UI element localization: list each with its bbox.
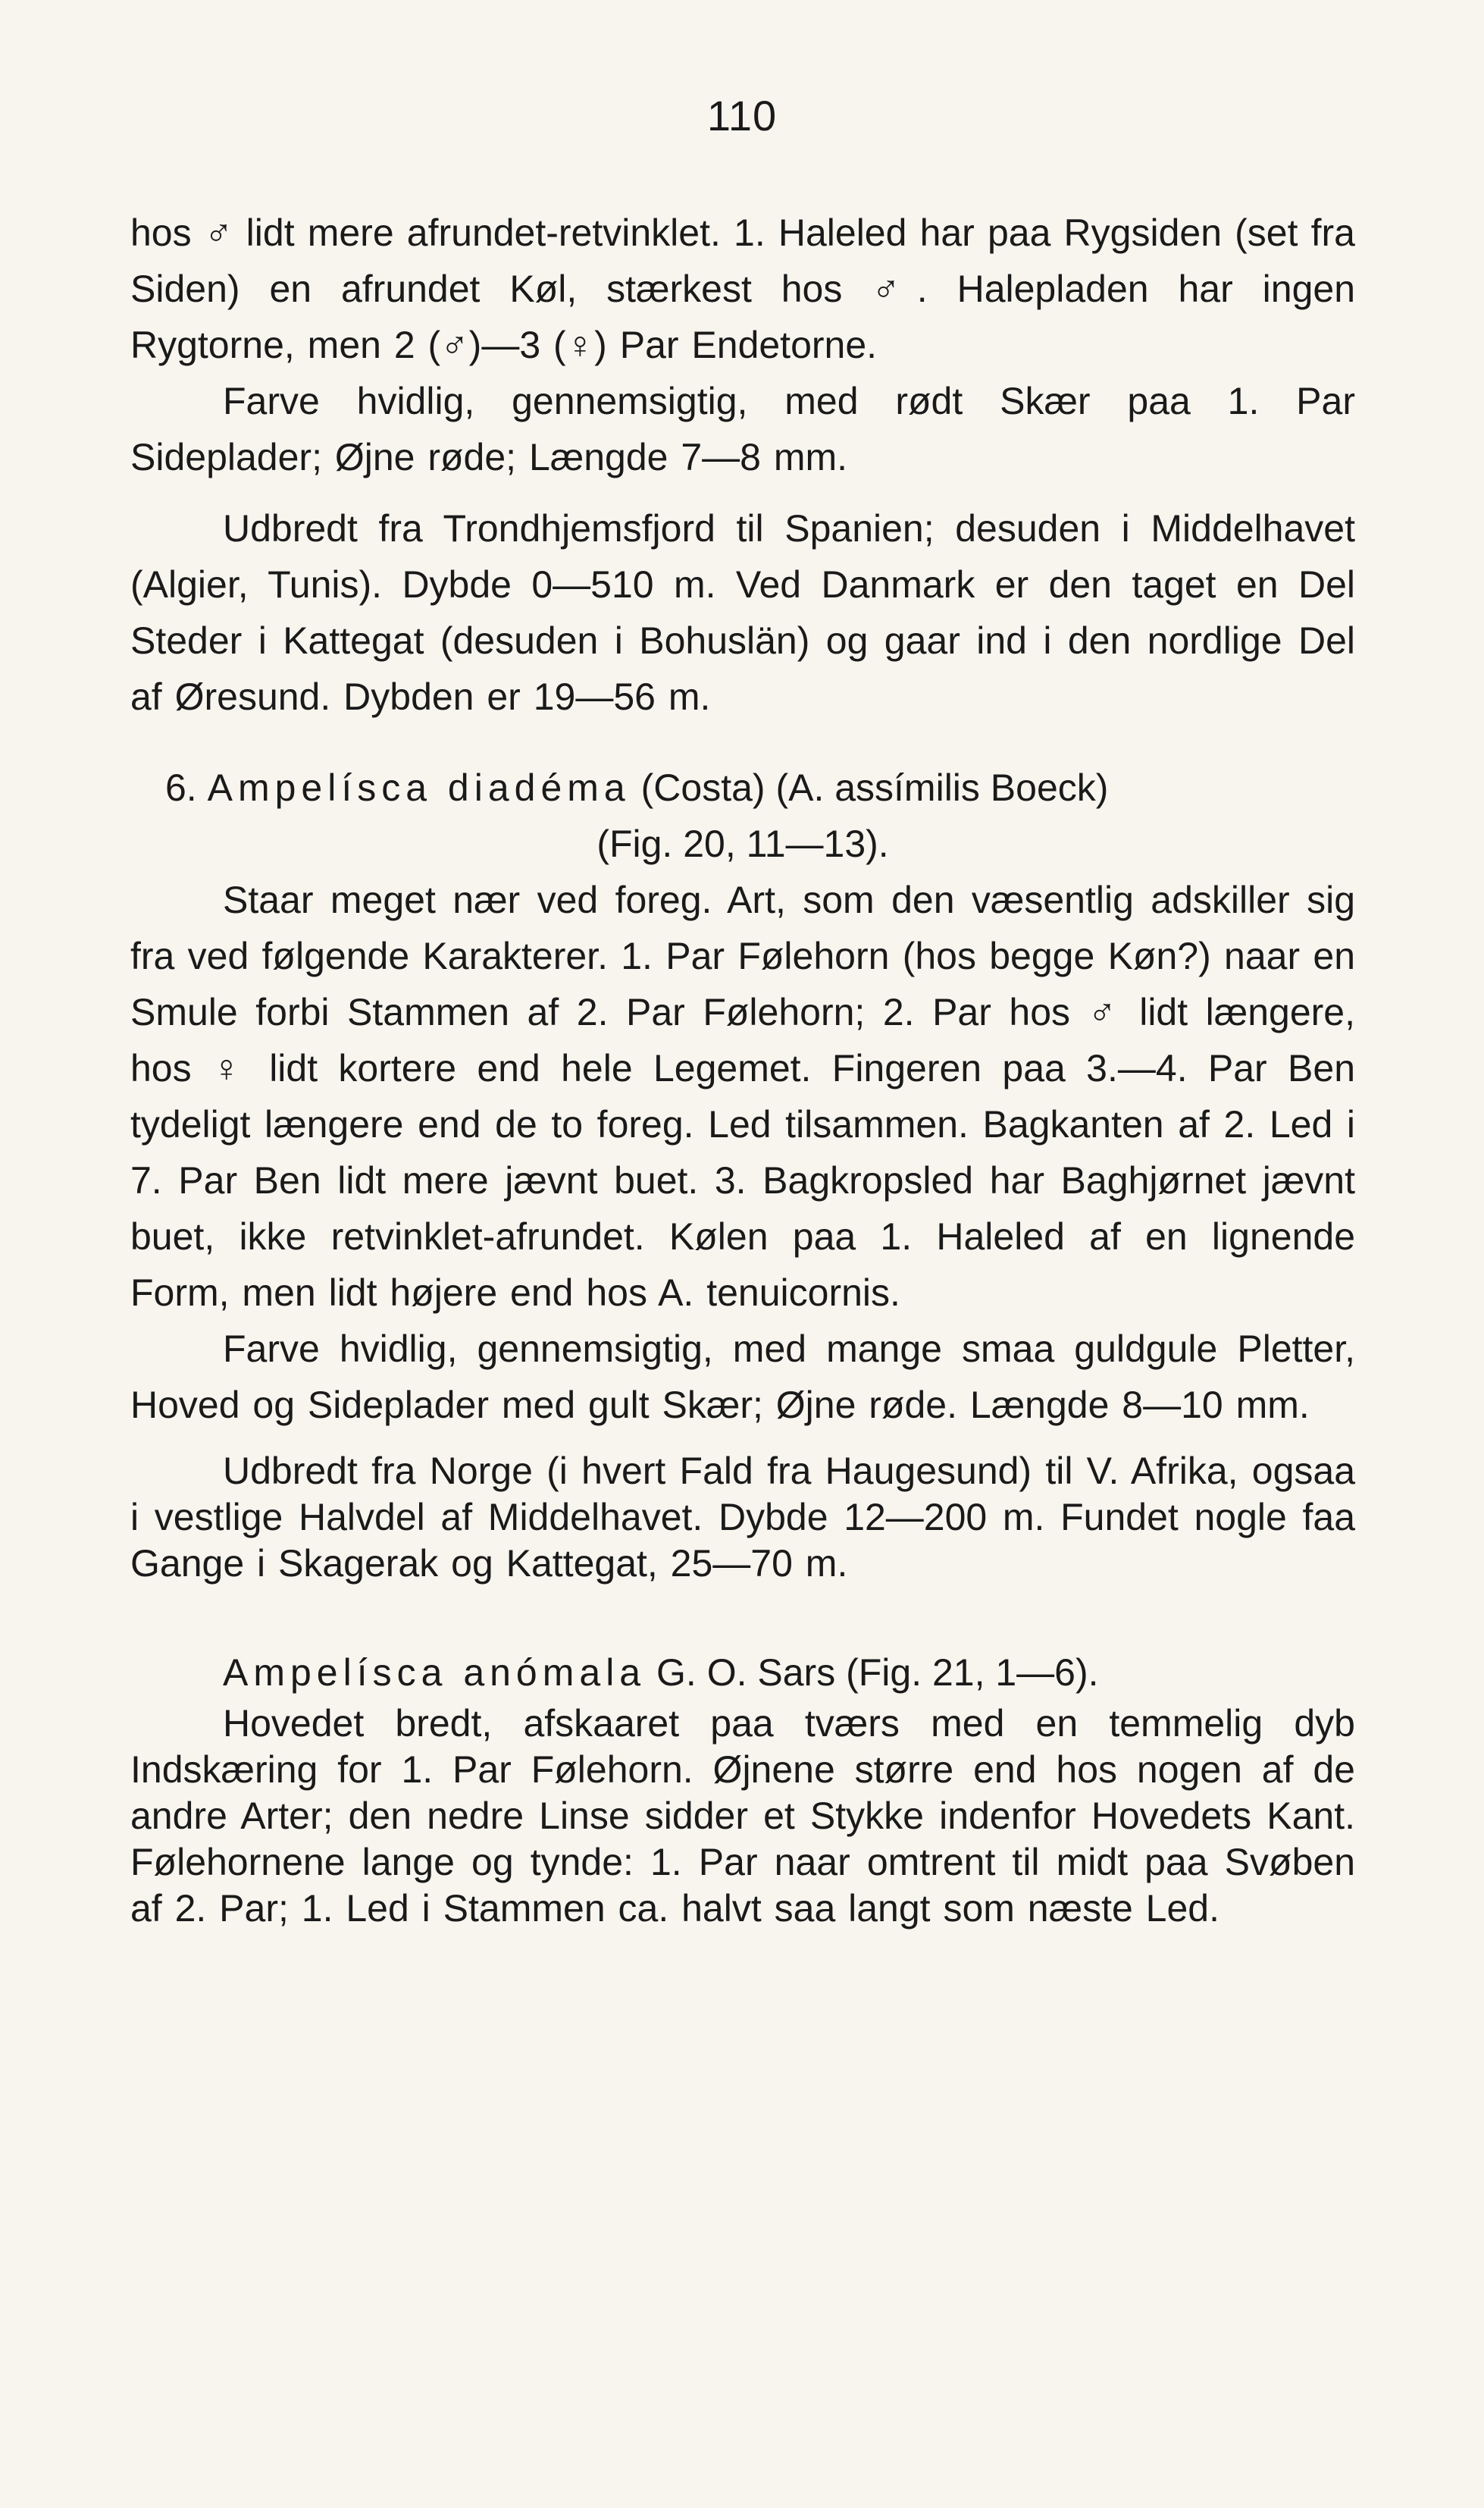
paragraph-description: Hovedet bredt, afskaaret paa tværs med en temmelig dyb Indskæring for 1. Par Følehorn. Øjnene større end hos nogen af de andre Arter; den nedre Linse sidder et Stykke indenfor Hovedets Kant. Følehornene lange og tynde: 1. Par naar omtrent til midt paa Svøben af 2. Par; 1. Led i Stammen ca. halvt saa langt som næste Led.: [130, 1702, 1355, 1930]
species-name: Ampelísca anómala: [223, 1651, 647, 1694]
page-body: [130, 205, 1355, 1932]
paragraph-distribution: Udbredt fra Trondhjemsfjord til Spanien; desuden i Middelhavet (Algier, Tunis). Dybde 0—510 m. Ved Danmark er den taget en Del Steder i Kattegat (desuden i Bohuslän) og gaar ind i den nordlige Del af Øresund. Dybden er 19—56 m.: [130, 507, 1355, 718]
paragraph-color: Farve hvidlig, gennemsigtig, med rødt Skær paa 1. Par Sideplader; Øjne røde; Længde 7—8 mm.: [130, 380, 1355, 478]
page-number: 110: [706, 92, 778, 140]
species-name: Ampelísca diadéma: [207, 767, 631, 809]
paragraph-color: Farve hvidlig, gennemsigtig, med mange smaa guldgule Pletter, Hoved og Sideplader med gult Skær; Øjne røde. Længde 8—10 mm.: [130, 1328, 1355, 1426]
paragraph-continuation: hos ♂ lidt mere afrundet-retvinklet. 1. Haleled har paa Rygsiden (set fra Siden) en afrundet Køl, stærkest hos ♂. Halepladen har ingen Rygtorne, men 2 (♂)—3 (♀) Par Endetorne.: [130, 212, 1355, 366]
paragraph-description: Staar meget nær ved foreg. Art, som den væsentlig adskiller sig fra ved følgende Karakterer. 1. Par Følehorn (hos begge Køn?) naar en Smule forbi Stammen af 2. Par Følehorn; 2. Par hos ♂ lidt længere, hos ♀ lidt kortere end hele Legemet. Fingeren paa 3.—4. Par Ben tydeligt længere end de to foreg. Led tilsammen. Bagkanten af 2. Led i 7. Par Ben lidt mere jævnt buet. 3. Bagkropsled har Baghjørnet jævnt buet, ikke retvinklet-afrundet. Kølen paa 1. Haleled af en lignende Form, men lidt højere end hos A. tenuicornis.: [130, 879, 1355, 1314]
paragraph-distribution: Udbredt fra Norge (i hvert Fald fra Haugesund) til V. Afrika, ogsaa i vestlige Halvdel af Middelhavet. Dybde 12—200 m. Fundet nogle faa Gange i Skagerak og Kattegat, 25—70 m.: [130, 1450, 1355, 1585]
section-6-heading: [130, 760, 1355, 872]
section-anomala-heading: [130, 1644, 1355, 1701]
figure-reference: (Fig. 20, 11—13).: [596, 823, 889, 865]
section-number: 6.: [165, 767, 197, 809]
species-author: G. O. Sars (Fig. 21, 1—6).: [656, 1651, 1099, 1694]
species-author: (Costa) (A. assímilis Boeck): [640, 767, 1109, 809]
